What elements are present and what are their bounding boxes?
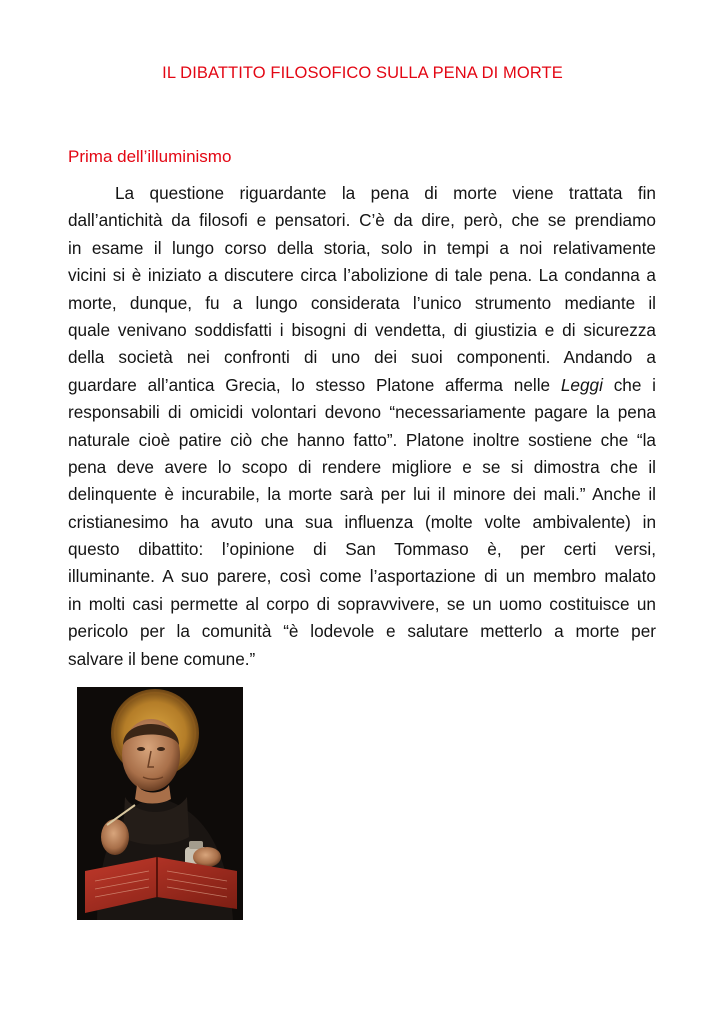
section-heading: Prima dell’illuminismo [68,147,232,166]
italic-book-title: Leggi [560,374,603,395]
line-text-end: che i [613,374,657,395]
paragraph-line: quale venivano soddisfatti i bisogni di vendetta, di giustizia e di sicurezza [68,319,656,340]
paragraph-line: responsabili di omicidi volontari devono “necessariamente pagare la pena [68,402,656,423]
paragraph-line: in esame il lungo corso della storia, solo in tempi a noi relativamente [68,237,656,258]
paragraph-line: morte, dunque, fu a lungo considerata l’unico strumento mediante il [68,292,656,313]
saint-portrait-image [77,687,243,920]
document-title: IL DIBATTITO FILOSOFICO SULLA PENA DI MORTE [162,64,563,82]
line-text: guardare all’antica Grecia, lo stesso Platone afferma nelle [68,374,551,395]
paragraph-line: naturale cioè patire ciò che hanno fatto”. Platone inoltre sostiene che “la [68,429,656,450]
paragraph-line: cristianesimo ha avuto una sua influenza (molte volte ambivalente) in [68,511,656,532]
paragraph-line: vicini si è iniziato a discutere circa l’abolizione di tale pena. La condanna a [68,265,656,286]
paragraph-line-with-italic [68,372,656,399]
paragraph-line: La questione riguardante la pena di morte viene trattata fin [115,183,656,203]
paragraph-line: pena deve avere lo scopo di rendere migliore e se si dimostra che il [68,456,656,477]
paragraph-line: pericolo per la comunità “è lodevole e salutare metterlo a morte per [68,621,656,642]
paragraph-line: in molti casi permette al corpo di sopravvivere, se un uomo costituisce un [68,593,656,614]
paragraph-line: questo dibattito: l’opinione di San Tommaso è, per certi versi, [68,539,656,560]
paragraph-line: delinquente è incurabile, la morte sarà per lui il minore dei mali.” Anche il [68,484,656,505]
paragraph-line: salvare il bene comune.” [68,648,256,669]
body-paragraph [68,180,656,673]
paragraph-line: dall’antichità da filosofi e pensatori. C’è da dire, però, che se prendiamo [68,210,656,231]
paragraph-line: della società nei confronti di uno dei suoi componenti. Andando a [68,347,656,368]
paragraph-line: illuminante. A suo parere, così come l’asportazione di un membro malato [68,566,656,587]
